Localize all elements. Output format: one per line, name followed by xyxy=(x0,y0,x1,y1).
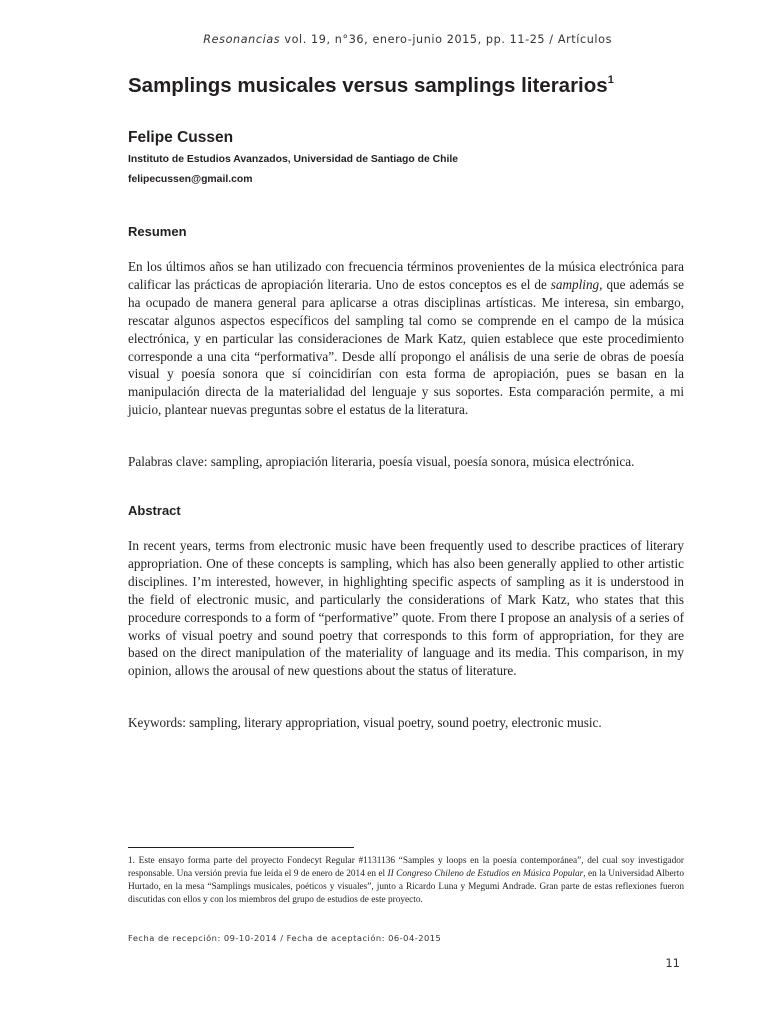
running-head-details: vol. 19, n°36, enero-junio 2015, pp. 11-25 / Artículos xyxy=(280,33,612,46)
abstract-text: In recent years, terms from electronic music have been frequently used to describe practices of literary appropriation. One of these concepts is sampling, which has also been generally applied to other artistic disciplines. I’m interested, however, in highlighting specific aspects of sampling as it is understood in the field of electronic music, and particularly the considerations of Mark Katz, who states that this procedure corresponds to a form of “performative” quote. From there I propose an analysis of a series of works of visual poetry and sound poetry that corresponds to this form of appropriation, for they are based on the direct manipulation of the materiality of language and its media. This comparison, in my opinion, allows the arousal of new questions about the status of literature. xyxy=(128,538,684,679)
resumen-text-part1: En los últimos años se han utilizado con frecuencia términos provenientes de la música electrónica para calificar las prácticas de apropiación literaria. Uno de estos conceptos es el de xyxy=(128,259,684,292)
resumen-keywords: Palabras clave: sampling, apropiación literaria, poesía visual, poesía sonora, música electrónica. xyxy=(128,454,635,469)
author-name: Felipe Cussen xyxy=(128,129,234,146)
journal-name: Resonancias xyxy=(203,33,281,46)
abstract-heading: Abstract xyxy=(128,503,181,518)
title-footnote-marker[interactable]: 1 xyxy=(607,74,614,87)
running-head xyxy=(203,33,612,46)
footnote-part1: 1. Este ensayo forma parte del proyecto Fondecyt Regular #1131136 “Samples y loops en la poesía contemporánea”, del cual soy investigador responsable. Una versión previa fue leída el 9 de enero de 2014 en el xyxy=(128,856,684,879)
footnote-italic: II Congreso Chileno de Estudios en Música Popular xyxy=(387,869,584,879)
author-email[interactable]: felipecussen@gmail.com xyxy=(128,174,253,185)
article-title-text: Samplings musicales versus samplings literarios xyxy=(128,74,608,97)
resumen-text xyxy=(128,258,684,419)
page-number: 11 xyxy=(665,956,680,970)
footnote-part2: , en la Universidad Alberto Hurtado, en la mesa “Samplings musicales, poéticos y visuales”, junto a Ricardo Luna y Megumi Andrade. Gran parte de estas reflexiones fueron discutidas con ellos y con los miembros del grupo de estudios de este proyecto. xyxy=(128,869,685,905)
article-title xyxy=(128,74,614,98)
resumen-text-part2: que además se ha ocupado de manera general para aplicarse a otras disciplinas artísticas. Me interesa, sin embargo, rescatar algunos aspectos específicos del sampling tal como se comprende en el campo de la música electrónica, y en particular las consideraciones de Mark Katz, quien establece que este procedimiento corresponde a una cita “performativa”. Desde allí propongo el análisis de una serie de obras de poesía visual y poesía sonora que sí coincidirían con esta forma de apropiación, pues se basan en la manipulación directa de la materialidad del lenguaje y sus soportes. Esta comparación permite, a mi juicio, plantear nuevas preguntas sobre el estatus de la literatura. xyxy=(128,276,684,418)
footnote xyxy=(128,855,684,907)
abstract-keywords: Keywords: sampling, literary appropriation, visual poetry, sound poetry, electronic music. xyxy=(128,715,602,730)
reception-dates: Fecha de recepción: 09-10-2014 / Fecha de aceptación: 06-04-2015 xyxy=(128,933,442,943)
author-affiliation: Instituto de Estudios Avanzados, Universidad de Santiago de Chile xyxy=(128,154,459,165)
resumen-text-italic: sampling, xyxy=(550,276,603,292)
footnote-divider xyxy=(128,847,354,848)
resumen-heading: Resumen xyxy=(128,224,187,239)
